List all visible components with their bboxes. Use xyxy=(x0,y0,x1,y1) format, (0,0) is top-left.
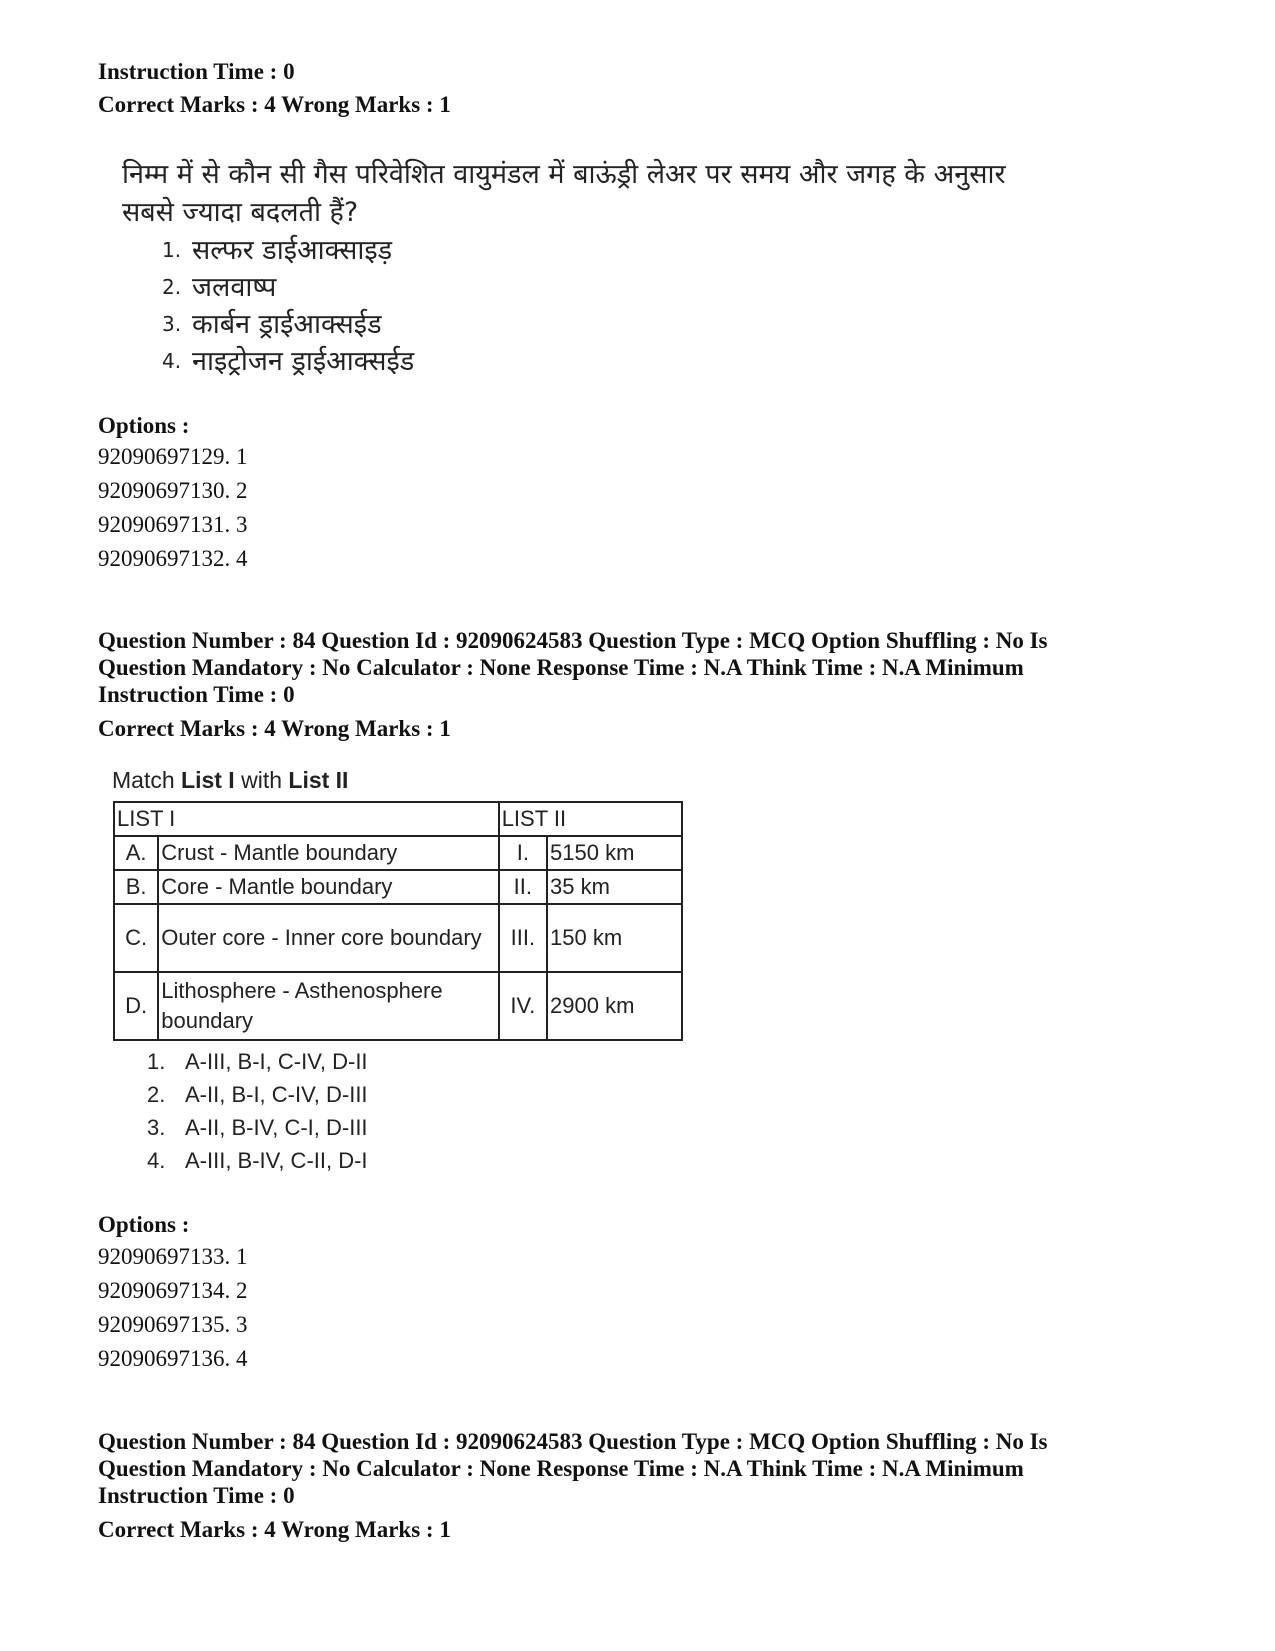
match-prefix: Match xyxy=(112,767,182,793)
choice-number: 2. xyxy=(162,275,182,299)
row-label: C. xyxy=(114,904,158,972)
question-header-line: Question Number : 84 Question Id : 92090624583 Question Type : MCQ Option Shuffling : No Is xyxy=(98,628,1048,653)
row-roman: IV. xyxy=(499,972,547,1040)
question-header-line: Question Number : 84 Question Id : 92090624583 Question Type : MCQ Option Shuffling : No Is xyxy=(98,1429,1048,1454)
match-table xyxy=(113,801,683,1041)
question-text-hindi xyxy=(122,156,1006,380)
option-item: 92090697131. 3 xyxy=(98,512,248,537)
choice-list xyxy=(122,232,1006,380)
option-item: 92090697129. 1 xyxy=(98,444,248,469)
option-item: 92090697136. 4 xyxy=(98,1346,248,1371)
match-list-one: List I xyxy=(181,767,235,793)
table-row xyxy=(114,836,682,870)
match-instruction xyxy=(112,767,348,794)
option-item: 92090697132. 4 xyxy=(98,546,248,571)
options-list xyxy=(98,440,248,576)
answer-choice-list xyxy=(147,1045,368,1177)
row-value: 2900 km xyxy=(547,972,682,1040)
match-list-two: List II xyxy=(288,767,349,793)
instruction-time: Instruction Time : 0 xyxy=(98,682,295,707)
choice-item xyxy=(147,1045,368,1078)
choice-item xyxy=(122,306,1006,343)
choice-item xyxy=(122,269,1006,306)
choice-number: 4. xyxy=(147,1148,166,1173)
choice-number: 3. xyxy=(162,312,182,336)
choice-item xyxy=(147,1111,368,1144)
choice-item xyxy=(122,232,1006,269)
choice-number: 3. xyxy=(147,1115,166,1140)
row-label: A. xyxy=(114,836,158,870)
marks-line: Correct Marks : 4 Wrong Marks : 1 xyxy=(98,716,451,741)
choice-text: A-III, B-I, C-IV, D-II xyxy=(185,1049,368,1074)
options-list xyxy=(98,1240,248,1376)
row-text: Outer core - Inner core boundary xyxy=(158,904,498,972)
instruction-time: Instruction Time : 0 xyxy=(98,59,295,84)
marks-line: Correct Marks : 4 Wrong Marks : 1 xyxy=(98,1517,451,1542)
question-header xyxy=(98,627,1048,708)
instruction-time: Instruction Time : 0 xyxy=(98,1483,295,1508)
choice-item xyxy=(147,1078,368,1111)
row-roman: I. xyxy=(499,836,547,870)
options-label: Options : xyxy=(98,413,190,438)
choice-text: जलवाष्प xyxy=(192,272,277,303)
row-value: 150 km xyxy=(547,904,682,972)
row-label: D. xyxy=(114,972,158,1040)
choice-number: 1. xyxy=(162,238,182,262)
choice-text: A-II, B-I, C-IV, D-III xyxy=(185,1082,368,1107)
choice-number: 2. xyxy=(147,1082,166,1107)
row-value: 35 km xyxy=(547,870,682,904)
choice-number: 4. xyxy=(162,349,182,373)
choice-item xyxy=(147,1144,368,1177)
option-item: 92090697135. 3 xyxy=(98,1312,248,1337)
choice-number: 1. xyxy=(147,1049,166,1074)
row-text: Crust - Mantle boundary xyxy=(158,836,498,870)
choice-item xyxy=(122,343,1006,380)
row-value: 5150 km xyxy=(547,836,682,870)
option-item: 92090697133. 1 xyxy=(98,1244,248,1269)
question-header-line: Question Mandatory : No Calculator : None Response Time : N.A Think Time : N.A Minimum xyxy=(98,1456,1024,1481)
choice-text: A-III, B-IV, C-II, D-I xyxy=(185,1148,368,1173)
choice-text: A-II, B-IV, C-I, D-III xyxy=(185,1115,368,1140)
option-item: 92090697130. 2 xyxy=(98,478,248,503)
row-text: Core - Mantle boundary xyxy=(158,870,498,904)
choice-text: कार्बन ड्राईआक्सईड xyxy=(192,309,382,340)
question-line: सबसे ज्यादा बदलती हैं? xyxy=(122,197,359,228)
options-label: Options : xyxy=(98,1212,190,1237)
row-roman: III. xyxy=(499,904,547,972)
question-line: निम्म में से कौन सी गैस परिवेशित वायुमंडल में बाऊंड्री लेअर पर समय और जगह के अनुसार xyxy=(122,159,1006,190)
table-header-row xyxy=(114,802,682,836)
question-header-line: Question Mandatory : No Calculator : None Response Time : N.A Think Time : N.A Minimum xyxy=(98,655,1024,680)
row-label: B. xyxy=(114,870,158,904)
table-row xyxy=(114,972,682,1040)
list-one-header: LIST I xyxy=(114,802,499,836)
row-text: Lithosphere - Asthenosphere boundary xyxy=(158,972,498,1040)
table-row xyxy=(114,870,682,904)
match-with: with xyxy=(234,767,289,793)
list-two-header: LIST II xyxy=(499,802,682,836)
option-item: 92090697134. 2 xyxy=(98,1278,248,1303)
marks-line: Correct Marks : 4 Wrong Marks : 1 xyxy=(98,92,451,117)
table-row xyxy=(114,904,682,972)
question-header xyxy=(98,1428,1048,1509)
choice-text: नाइट्रोजन ड्राईआक्सईड xyxy=(192,346,415,377)
row-roman: II. xyxy=(499,870,547,904)
choice-text: सल्फर डाईआक्साइड़ xyxy=(192,235,393,266)
